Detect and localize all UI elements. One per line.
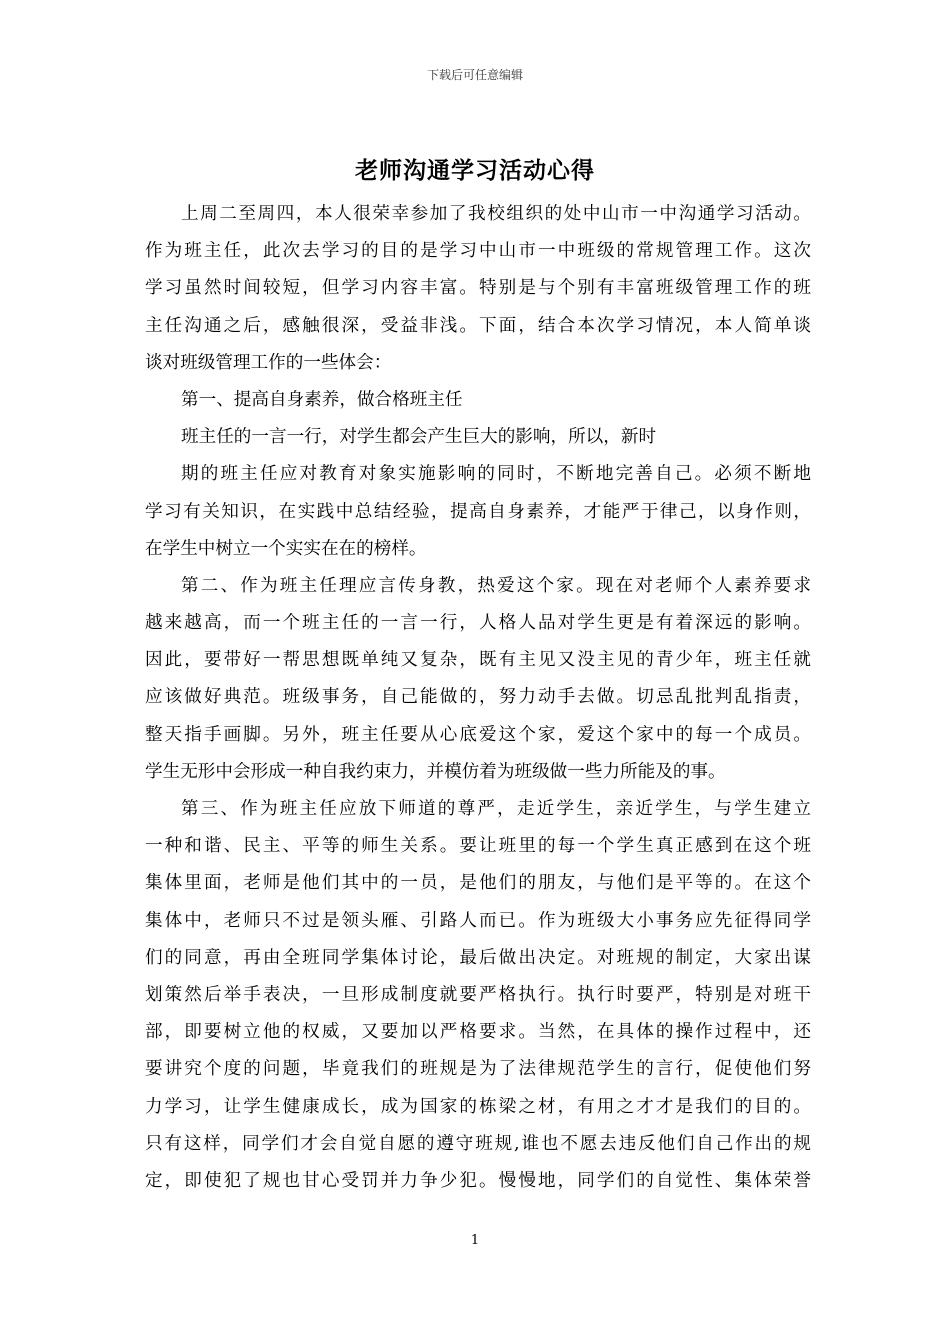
body-line: 第二、作为班主任理应言传身教，热爱这个家。现在对老师个人素养要求: [181, 575, 811, 596]
document-title: 老师沟通学习活动心得: [355, 157, 595, 184]
body-line: 整天指手画脚。另外，班主任要从心底爱这个家，爱这个家中的每一个成员。: [145, 724, 811, 745]
body-line: 主任沟通之后，感触很深，受益非浅。下面，结合本次学习情况，本人简单谈: [145, 315, 811, 336]
body-line: 定，即使犯了规也甘心受罚并力争少犯。慢慢地，同学们的自觉性、集体荣誉: [145, 1170, 811, 1191]
body-line: 学生无形中会形成一种自我约束力，并模仿着为班级做一些力所能及的事。: [145, 761, 726, 782]
body-line: 第一、提高自身素养，做合格班主任: [181, 389, 463, 410]
body-line: 应该做好典范。班级事务，自己能做的，努力动手去做。切忌乱批判乱指责，: [145, 687, 811, 708]
body-line: 上周二至周四，本人很荣幸参加了我校组织的处中山市一中沟通学习活动。: [181, 204, 811, 224]
body-line: 学习有关知识，在实践中总结经验，提高自身素养，才能严于律己，以身作则，: [145, 501, 811, 522]
body-line: 划策然后举手表决，一旦形成制度就要严格执行。执行时要严，特别是对班干: [145, 984, 811, 1005]
page-header-note: 下载后可任意编辑: [426, 68, 523, 82]
body-line: 在学生中树立一个实实在在的榜样。: [145, 538, 427, 559]
body-line: 要讲究个度的问题，毕竟我们的班规是为了法律规范学生的言行，促使他们努: [145, 1059, 811, 1080]
body-line: 集体中，老师只不过是领头雁、引路人而已。作为班级大小事务应先征得同学: [145, 910, 811, 931]
body-line: 谈对班级管理工作的一些体会：: [145, 352, 392, 373]
body-line: 一种和谐、民主、平等的师生关系。要让班里的每一个学生真正感到在这个班: [145, 836, 811, 857]
body-line: 学习虽然时间较短，但学习内容丰富。特别是与个别有丰富班级管理工作的班: [145, 278, 811, 299]
body-line: 班主任的一言一行，对学生都会产生巨大的影响，所以，新时: [181, 427, 657, 448]
body-line: 越来越高，而一个班主任的一言一行，人格人品对学生更是有着深远的影响。: [145, 613, 811, 634]
body-line: 作为班主任，此次去学习的目的是学习中山市一中班级的常规管理工作。这次: [145, 241, 811, 262]
body-line: 部，即要树立他的权威，又要加以严格要求。当然，在具体的操作过程中，还: [145, 1022, 811, 1043]
body-line: 第三、作为班主任应放下师道的尊严，走近学生，亲近学生，与学生建立: [181, 799, 811, 819]
body-line: 集体里面，老师是他们其中的一员，是他们的朋友，与他们是平等的。在这个: [145, 873, 811, 894]
body-line: 因此，要带好一帮思想既单纯又复杂，既有主见又没主见的青少年，班主任就: [145, 650, 811, 671]
document-body: [145, 196, 811, 1200]
body-line: 们的同意，再由全班同学集体讨论，最后做出决定。对班规的制定，大家出谋: [145, 947, 811, 968]
body-line: 力学习，让学生健康成长，成为国家的栋梁之材，有用之才才是我们的目的。: [145, 1096, 811, 1117]
page-number: 1: [470, 1233, 480, 1248]
body-line: 期的班主任应对教育对象实施影响的同时，不断地完善自己。必须不断地: [181, 464, 811, 485]
body-line: 只有这样，同学们才会自觉自愿的遵守班规,谁也不愿去违反他们自己作出的规: [145, 1133, 811, 1154]
